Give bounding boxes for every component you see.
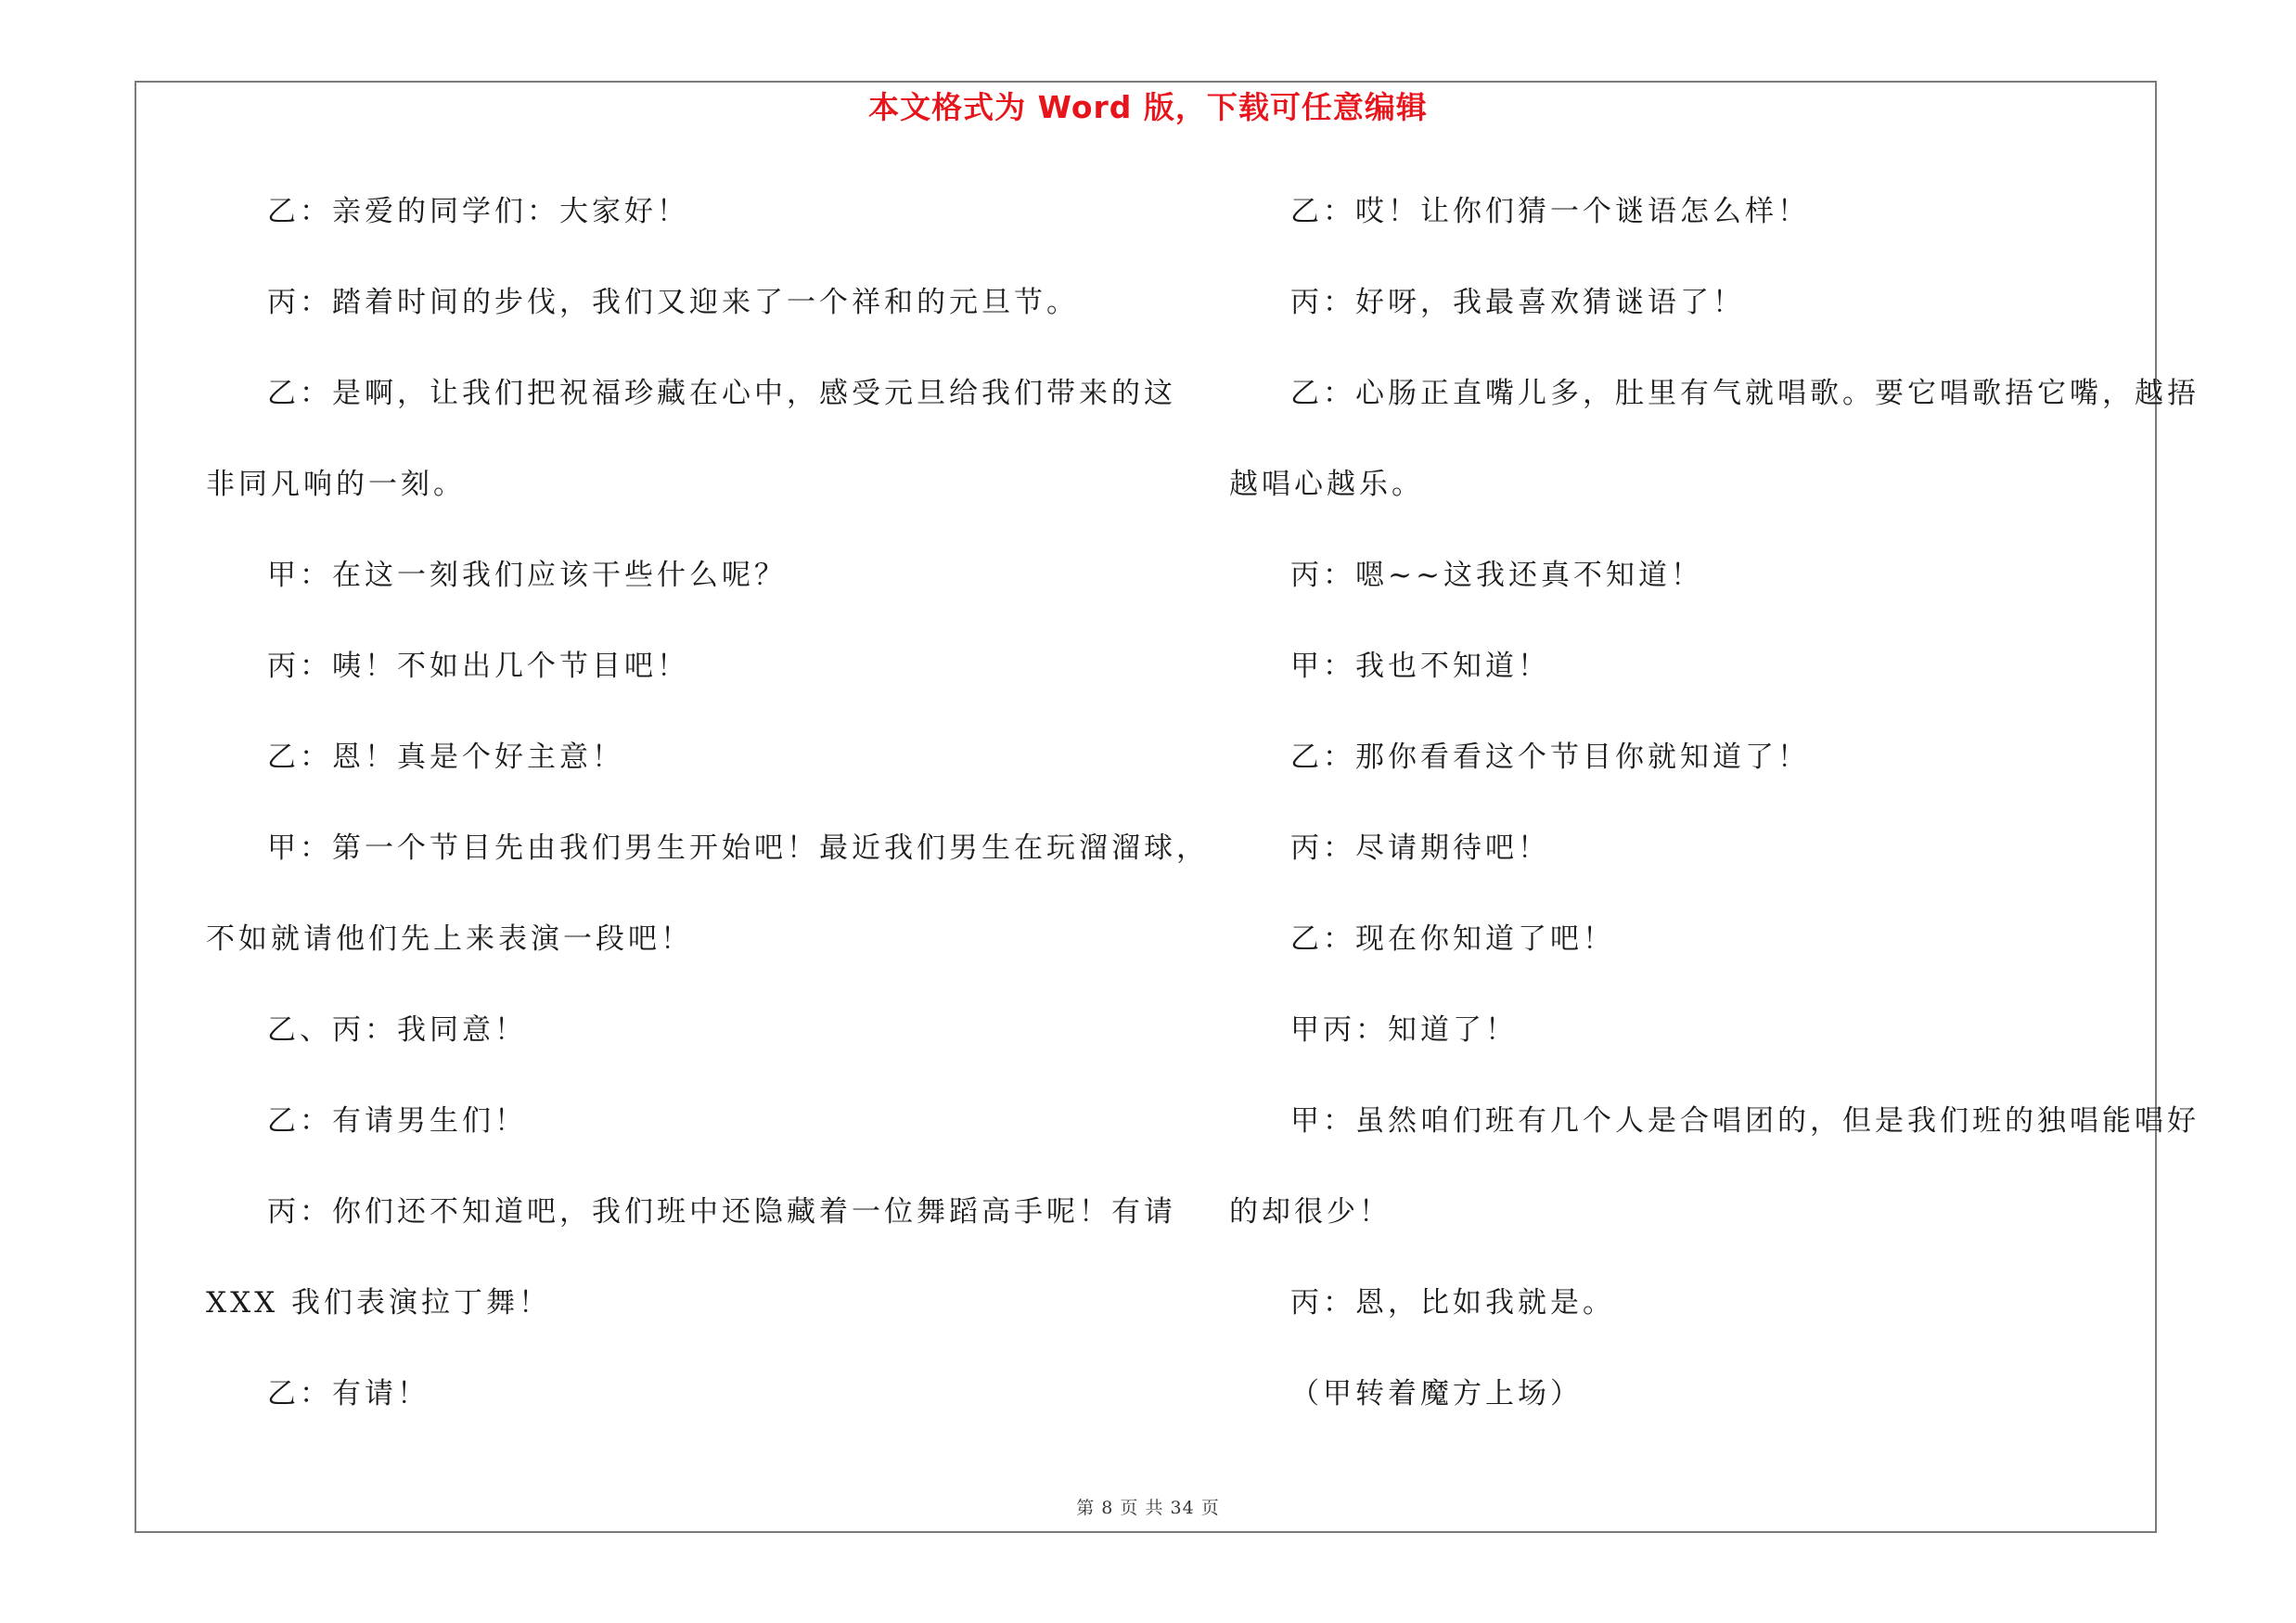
dialogue-line: 乙：那你看看这个节目你就知道了！ [1290, 741, 1810, 774]
dialogue-line: 的却很少！ [1229, 1195, 1392, 1229]
dialogue-line: 乙：有请男生们！ [267, 1104, 527, 1138]
dialogue-line: 乙：亲爱的同学们：大家好！ [267, 195, 689, 228]
dialogue-line: 甲：第一个节目先由我们男生开始吧！最近我们男生在玩溜溜球， [267, 831, 1209, 865]
dialogue-line: 非同凡响的一刻。 [206, 468, 466, 501]
dialogue-line: 丙：恩，比如我就是。 [1290, 1286, 1615, 1320]
dialogue-line: 丙：尽请期待吧！ [1290, 831, 1550, 865]
dialogue-line: 乙：心肠正直嘴儿多，肚里有气就唱歌。要它唱歌捂它嘴，越捂 [1290, 377, 2200, 410]
dialogue-line: 不如就请他们先上来表演一段吧！ [206, 922, 693, 956]
dialogue-line: 乙：恩！真是个好主意！ [267, 741, 624, 774]
dialogue-line: 乙：有请！ [267, 1377, 430, 1410]
dialogue-line: 乙：现在你知道了吧！ [1290, 922, 1615, 956]
dialogue-line: 乙：哎！让你们猜一个谜语怎么样！ [1290, 195, 1810, 228]
dialogue-line: 丙：咦！不如出几个节目吧！ [267, 650, 689, 683]
dialogue-line: 乙：是啊，让我们把祝福珍藏在心中，感受元旦给我们带来的这 [267, 377, 1176, 410]
dialogue-line: 甲：我也不知道！ [1290, 650, 1550, 683]
dialogue-line: 甲丙：知道了！ [1290, 1013, 1518, 1047]
dialogue-line: 丙：嗯~~这我还真不知道！ [1290, 559, 1703, 592]
dialogue-line: 越唱心越乐。 [1229, 468, 1424, 501]
dialogue-line: 乙、丙：我同意！ [267, 1013, 527, 1047]
dialogue-line: XXX 我们表演拉丁舞！ [206, 1286, 552, 1320]
page-number-footer: 第 8 页 共 34 页 [1076, 1498, 1220, 1518]
header-banner: 本文格式为 Word 版，下载可任意编辑 [868, 89, 1428, 125]
dialogue-line: 丙：踏着时间的步伐，我们又迎来了一个祥和的元旦节。 [267, 286, 1079, 319]
dialogue-line: 甲：在这一刻我们应该干些什么呢？ [267, 559, 787, 592]
dialogue-line: 丙：好呀，我最喜欢猜谜语了！ [1290, 286, 1745, 319]
dialogue-line: 丙：你们还不知道吧，我们班中还隐藏着一位舞蹈高手呢！有请 [267, 1195, 1176, 1229]
dialogue-line: （甲转着魔方上场） [1290, 1377, 1583, 1410]
dialogue-line: 甲：虽然咱们班有几个人是合唱团的，但是我们班的独唱能唱好 [1290, 1104, 2200, 1138]
